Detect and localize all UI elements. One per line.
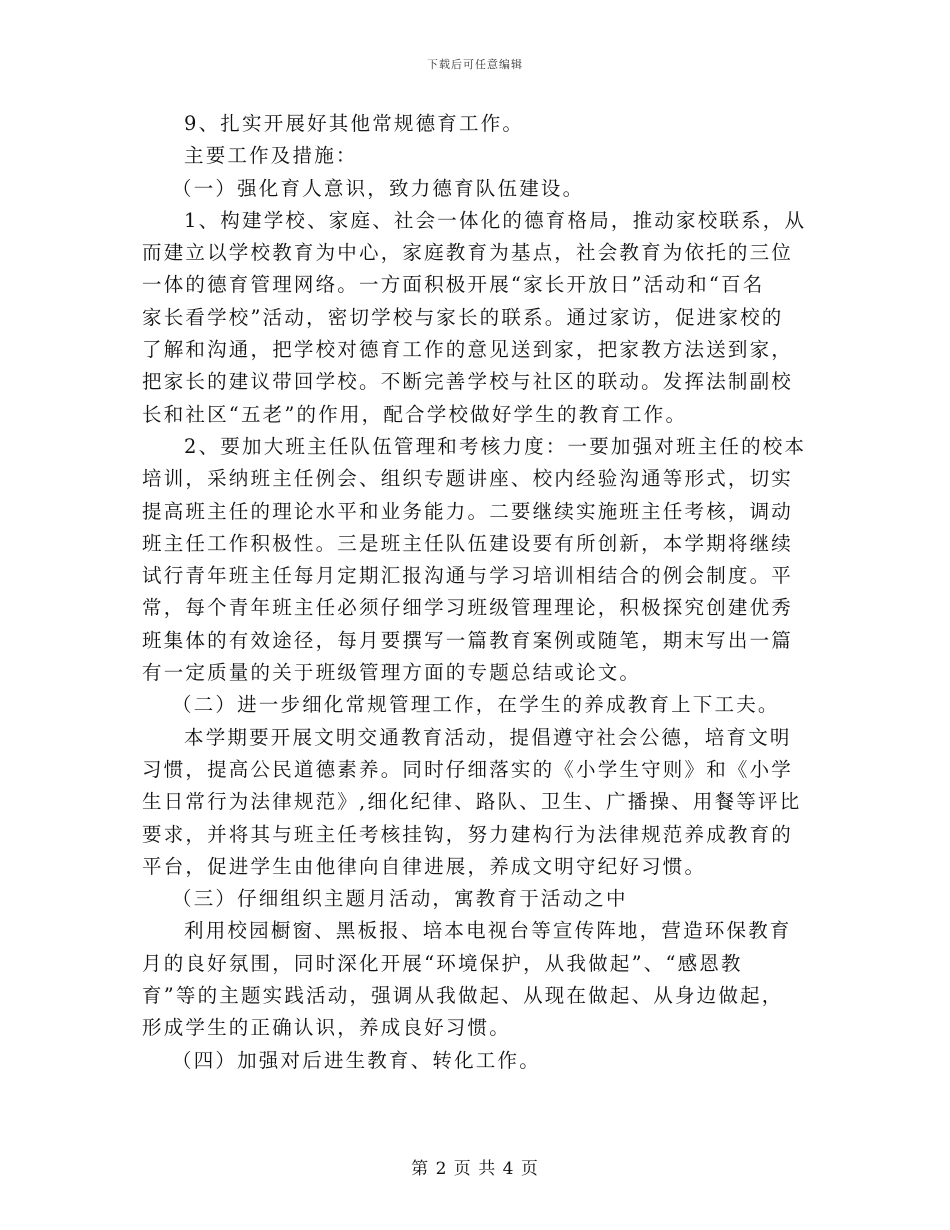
text-line: （四）加强对后进生教育、转化工作。: [172, 1048, 541, 1072]
text-line: 培训，采纳班主任例会、组织专题讲座、校内经验沟通等形式，切实: [142, 467, 794, 491]
text-line: 试行青年班主任每月定期汇报沟通与学习培训相结合的例会制度。平: [142, 564, 794, 588]
page-header: 下载后可任意编辑: [427, 58, 523, 71]
text-line: （一）强化育人意识，致力德育队伍建设。: [172, 176, 585, 200]
text-line: 2、要加大班主任队伍管理和考核力度：一要加强对班主任的校本: [184, 434, 807, 458]
text-line: 提高班主任的理论水平和业务能力。二要继续实施班主任考核，调动: [142, 499, 794, 523]
text-line: 有一定质量的关于班级管理方面的专题总结或论文。: [142, 661, 642, 685]
text-line: 家长看学校”活动，密切学校与家长的联系。通过家访，促进家校的: [142, 305, 784, 329]
text-line: 利用校园橱窗、黑板报、培本电视台等宣传阵地，营造环保教育: [184, 919, 792, 943]
text-line: 1、构建学校、家庭、社会一体化的德育格局，推动家校联系，从: [184, 208, 807, 232]
text-line: 月的良好氛围，同时深化开展“环境保护，从我做起”、“感恩教: [142, 951, 743, 975]
text-line: 9、扎实开展好其他常规德育工作。: [184, 112, 525, 135]
text-line: 班集体的有效途径，每月要撰写一篇教育案例或随笔，期末写出一篇: [142, 628, 794, 652]
text-line: 生日常行为法律规范》,细化纪律、路队、卫生、广播操、用餐等评比: [142, 790, 802, 814]
text-line: 长和社区“五老”的作用，配合学校做好学生的教育工作。: [142, 402, 688, 426]
text-line: 习惯，提高公民道德素养。同时仔细落实的《小学生守则》和《小学: [142, 757, 794, 781]
text-line: 一体的德育管理网络。一方面积极开展“家长开放日”活动和“百名: [142, 273, 765, 297]
text-line: 要求，并将其与班主任考核挂钩，努力建构行为法律规范养成教育的: [142, 822, 794, 846]
page-footer: 第 2 页 共 4 页: [411, 1159, 539, 1179]
document-body: [142, 108, 808, 1077]
text-line: 主要工作及措施：: [184, 144, 358, 168]
text-line: 而建立以学校教育为中心，家庭教育为基点，社会教育为依托的三位: [142, 241, 794, 265]
text-line: 了解和沟通，把学校对德育工作的意见送到家，把家教方法送到家，: [142, 338, 794, 362]
text-line: 育”等的主题实践活动，强调从我做起、从现在做起、从身边做起，: [142, 984, 784, 1008]
text-line: 本学期要开展文明交通教育活动，提倡遵守社会公德，培育文明: [184, 725, 792, 749]
text-line: （二）进一步细化常规管理工作，在学生的养成教育上下工夫。: [172, 693, 780, 717]
text-line: 形成学生的正确认识，养成良好习惯。: [142, 1016, 511, 1040]
text-line: 平台，促进学生由他律向自律进展，养成文明守纪好习惯。: [142, 854, 707, 878]
text-line: （三）仔细组织主题月活动，寓教育于活动之中: [172, 887, 628, 911]
text-line: 班主任工作积极性。三是班主任队伍建设要有所创新，本学期将继续: [142, 531, 794, 555]
text-line: 常，每个青年班主任必须仔细学习班级管理理论，积极探究创建优秀: [142, 596, 794, 620]
text-line: 把家长的建议带回学校。不断完善学校与社区的联动。发挥法制副校: [142, 370, 794, 394]
